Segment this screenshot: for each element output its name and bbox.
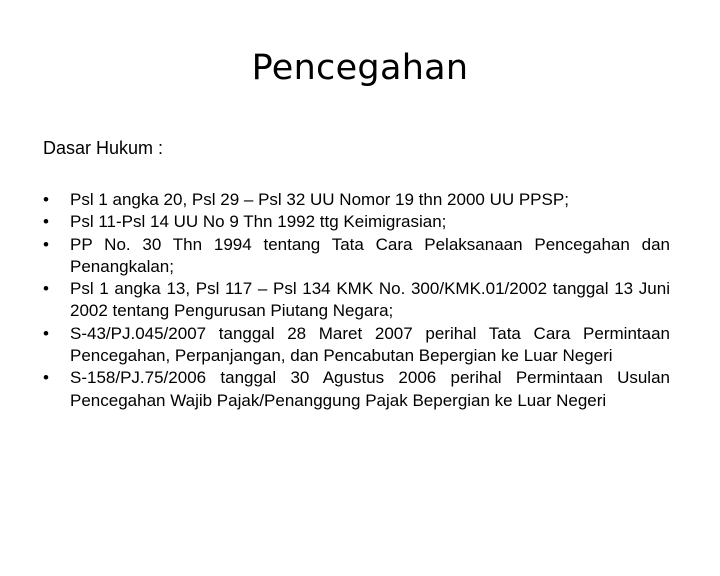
bullet-icon: • (43, 279, 49, 299)
list-item-text: Psl 1 angka 13, Psl 117 – Psl 134 KMK No. 300/KMK.01/2002 tanggal 13 Juni 2002 tentang Pengurusan Piutang Negara; (70, 279, 670, 321)
legal-basis-list (43, 189, 670, 412)
list-item-text: S-158/PJ.75/2006 tanggal 30 Agustus 2006 perihal Permintaan Usulan Pencegahan Wajib Pajak/Penanggung Pajak Bepergian ke Luar Negeri (70, 368, 670, 410)
list-item (43, 234, 670, 279)
list-item (43, 211, 670, 233)
list-item-text: S-43/PJ.045/2007 tanggal 28 Maret 2007 perihal Tata Cara Permintaan Pencegahan, Perpanjangan, dan Pencabutan Bepergian ke Luar Negeri (70, 323, 670, 366)
legal-basis-heading: Dasar Hukum : (43, 138, 164, 158)
bullet-icon: • (43, 190, 49, 209)
bullet-icon: • (43, 323, 49, 343)
bullet-icon: • (43, 368, 49, 388)
list-item-text: Psl 1 angka 20, Psl 29 – Psl 32 UU Nomor 19 thn 2000 UU PPSP; (70, 190, 569, 209)
list-item-text: Psl 11-Psl 14 UU No 9 Thn 1992 ttg Keimigrasian; (70, 212, 447, 232)
list-item (43, 189, 670, 211)
slide-title: Pencegahan (251, 48, 469, 88)
list-item (43, 367, 670, 412)
list-item-text: PP No. 30 Thn 1994 tentang Tata Cara Pelaksanaan Pencegahan dan Penangkalan; (70, 234, 670, 276)
bullet-icon: • (43, 234, 49, 254)
list-item (43, 323, 670, 368)
bullet-icon: • (43, 212, 49, 232)
list-item (43, 278, 670, 323)
